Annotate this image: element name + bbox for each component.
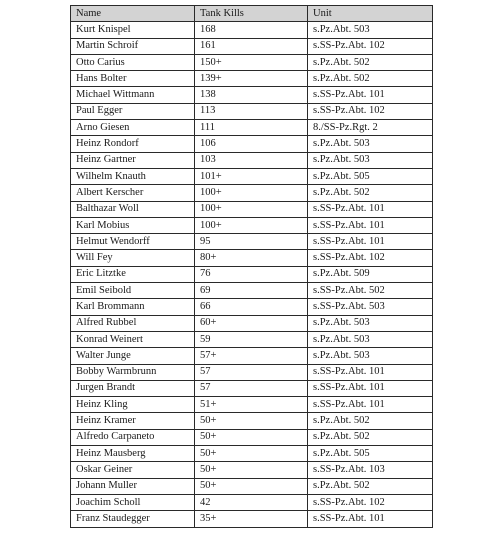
- cell-unit: s.Pz.Abt. 505: [308, 446, 433, 462]
- table-row: [71, 397, 433, 413]
- table-row: [71, 413, 433, 429]
- cell-name: Will Fey: [71, 250, 195, 266]
- cell-tank-kills: 50+: [195, 478, 308, 494]
- cell-name: Emil Seibold: [71, 283, 195, 299]
- cell-tank-kills: 66: [195, 299, 308, 315]
- cell-unit: s.SS-Pz.Abt. 502: [308, 283, 433, 299]
- table-row: [71, 87, 433, 103]
- cell-unit: s.SS-Pz.Abt. 102: [308, 494, 433, 510]
- table-row: [71, 168, 433, 184]
- table-row: [71, 136, 433, 152]
- cell-tank-kills: 161: [195, 38, 308, 54]
- cell-name: Karl Brommann: [71, 299, 195, 315]
- cell-unit: s.Pz.Abt. 502: [308, 185, 433, 201]
- cell-unit: s.Pz.Abt. 503: [308, 331, 433, 347]
- cell-unit: s.SS-Pz.Abt. 101: [308, 397, 433, 413]
- cell-tank-kills: 100+: [195, 217, 308, 233]
- cell-name: Walter Junge: [71, 348, 195, 364]
- cell-name: Hans Bolter: [71, 71, 195, 87]
- cell-tank-kills: 76: [195, 266, 308, 282]
- table-row: [71, 54, 433, 70]
- cell-tank-kills: 100+: [195, 185, 308, 201]
- cell-tank-kills: 42: [195, 494, 308, 510]
- cell-tank-kills: 57: [195, 364, 308, 380]
- cell-name: Johann Muller: [71, 478, 195, 494]
- cell-unit: s.Pz.Abt. 503: [308, 22, 433, 38]
- cell-unit: s.SS-Pz.Abt. 503: [308, 299, 433, 315]
- cell-name: Alfred Rubbel: [71, 315, 195, 331]
- cell-tank-kills: 101+: [195, 168, 308, 184]
- cell-tank-kills: 100+: [195, 201, 308, 217]
- cell-name: Oskar Geiner: [71, 462, 195, 478]
- cell-name: Franz Staudegger: [71, 511, 195, 527]
- cell-tank-kills: 51+: [195, 397, 308, 413]
- table-row: [71, 201, 433, 217]
- table-header-row: [71, 6, 433, 22]
- cell-name: Wilhelm Knauth: [71, 168, 195, 184]
- table-row: [71, 71, 433, 87]
- cell-tank-kills: 57: [195, 380, 308, 396]
- cell-unit: s.Pz.Abt. 502: [308, 413, 433, 429]
- cell-unit: s.Pz.Abt. 505: [308, 168, 433, 184]
- cell-tank-kills: 59: [195, 331, 308, 347]
- cell-unit: s.Pz.Abt. 509: [308, 266, 433, 282]
- cell-name: Albert Kerscher: [71, 185, 195, 201]
- table-row: [71, 494, 433, 510]
- cell-name: Bobby Warmbrunn: [71, 364, 195, 380]
- cell-unit: s.Pz.Abt. 503: [308, 315, 433, 331]
- cell-unit: s.SS-Pz.Abt. 102: [308, 103, 433, 119]
- header-name: Name: [71, 6, 195, 22]
- cell-tank-kills: 113: [195, 103, 308, 119]
- cell-name: Konrad Weinert: [71, 331, 195, 347]
- cell-tank-kills: 80+: [195, 250, 308, 266]
- cell-tank-kills: 57+: [195, 348, 308, 364]
- cell-name: Kurt Knispel: [71, 22, 195, 38]
- cell-unit: 8./SS-Pz.Rgt. 2: [308, 120, 433, 136]
- cell-unit: s.SS-Pz.Abt. 101: [308, 201, 433, 217]
- header-unit: Unit: [308, 6, 433, 22]
- table-row: [71, 511, 433, 527]
- cell-unit: s.SS-Pz.Abt. 102: [308, 38, 433, 54]
- cell-unit: s.Pz.Abt. 503: [308, 152, 433, 168]
- cell-unit: s.SS-Pz.Abt. 101: [308, 511, 433, 527]
- table-row: [71, 462, 433, 478]
- cell-tank-kills: 139+: [195, 71, 308, 87]
- cell-tank-kills: 35+: [195, 511, 308, 527]
- table-row: [71, 38, 433, 54]
- cell-unit: s.SS-Pz.Abt. 101: [308, 234, 433, 250]
- cell-unit: s.Pz.Abt. 502: [308, 478, 433, 494]
- cell-tank-kills: 95: [195, 234, 308, 250]
- cell-unit: s.SS-Pz.Abt. 101: [308, 380, 433, 396]
- header-tank-kills: Tank Kills: [195, 6, 308, 22]
- cell-unit: s.Pz.Abt. 502: [308, 54, 433, 70]
- tank-kills-table-container: [70, 5, 432, 528]
- table-row: [71, 152, 433, 168]
- table-row: [71, 266, 433, 282]
- cell-name: Helmut Wendorff: [71, 234, 195, 250]
- table-row: [71, 331, 433, 347]
- cell-tank-kills: 111: [195, 120, 308, 136]
- table-row: [71, 185, 433, 201]
- cell-tank-kills: 50+: [195, 429, 308, 445]
- table-row: [71, 315, 433, 331]
- table-row: [71, 446, 433, 462]
- table-row: [71, 234, 433, 250]
- cell-tank-kills: 50+: [195, 462, 308, 478]
- cell-unit: s.SS-Pz.Abt. 101: [308, 217, 433, 233]
- cell-tank-kills: 150+: [195, 54, 308, 70]
- table-row: [71, 22, 433, 38]
- cell-unit: s.Pz.Abt. 503: [308, 136, 433, 152]
- cell-name: Heinz Rondorf: [71, 136, 195, 152]
- table-row: [71, 299, 433, 315]
- cell-unit: s.Pz.Abt. 502: [308, 429, 433, 445]
- cell-name: Alfredo Carpaneto: [71, 429, 195, 445]
- table-row: [71, 283, 433, 299]
- table-row: [71, 250, 433, 266]
- cell-name: Joachim Scholl: [71, 494, 195, 510]
- cell-tank-kills: 138: [195, 87, 308, 103]
- table-row: [71, 380, 433, 396]
- cell-tank-kills: 69: [195, 283, 308, 299]
- cell-name: Karl Mobius: [71, 217, 195, 233]
- tank-kills-table: [70, 5, 433, 528]
- cell-name: Michael Wittmann: [71, 87, 195, 103]
- cell-name: Arno Giesen: [71, 120, 195, 136]
- cell-unit: s.Pz.Abt. 503: [308, 348, 433, 364]
- cell-name: Heinz Mausberg: [71, 446, 195, 462]
- cell-name: Otto Carius: [71, 54, 195, 70]
- cell-tank-kills: 168: [195, 22, 308, 38]
- table-row: [71, 348, 433, 364]
- cell-name: Eric Litztke: [71, 266, 195, 282]
- cell-name: Jurgen Brandt: [71, 380, 195, 396]
- cell-tank-kills: 50+: [195, 446, 308, 462]
- cell-unit: s.Pz.Abt. 502: [308, 71, 433, 87]
- cell-name: Heinz Kling: [71, 397, 195, 413]
- cell-unit: s.SS-Pz.Abt. 103: [308, 462, 433, 478]
- cell-name: Paul Egger: [71, 103, 195, 119]
- table-row: [71, 103, 433, 119]
- cell-tank-kills: 106: [195, 136, 308, 152]
- table-row: [71, 478, 433, 494]
- cell-unit: s.SS-Pz.Abt. 101: [308, 87, 433, 103]
- table-row: [71, 429, 433, 445]
- table-row: [71, 217, 433, 233]
- cell-unit: s.SS-Pz.Abt. 102: [308, 250, 433, 266]
- table-row: [71, 120, 433, 136]
- cell-tank-kills: 103: [195, 152, 308, 168]
- cell-name: Heinz Gartner: [71, 152, 195, 168]
- cell-tank-kills: 50+: [195, 413, 308, 429]
- cell-tank-kills: 60+: [195, 315, 308, 331]
- cell-name: Martin Schroif: [71, 38, 195, 54]
- cell-name: Balthazar Woll: [71, 201, 195, 217]
- table-row: [71, 364, 433, 380]
- table-body: [71, 22, 433, 527]
- cell-unit: s.SS-Pz.Abt. 101: [308, 364, 433, 380]
- cell-name: Heinz Kramer: [71, 413, 195, 429]
